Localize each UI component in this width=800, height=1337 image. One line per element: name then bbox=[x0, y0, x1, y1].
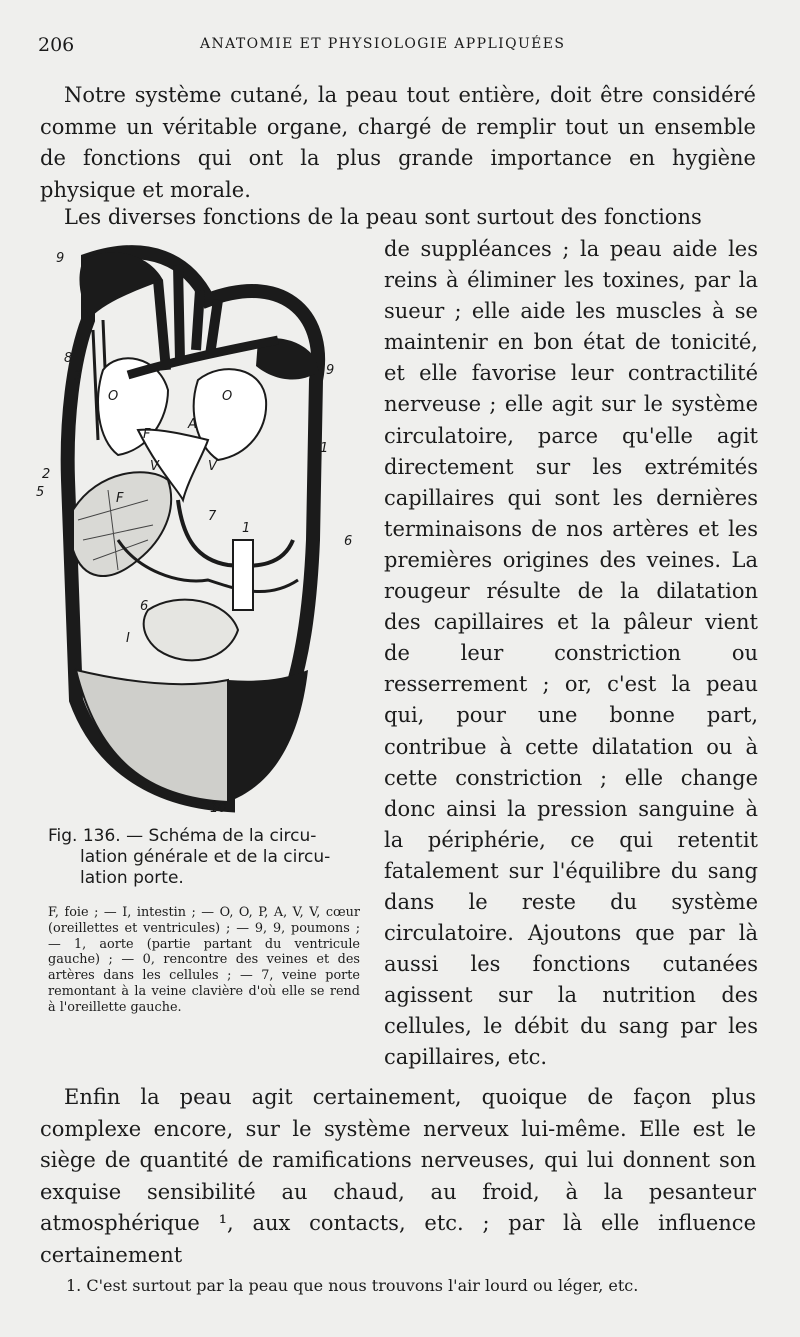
paragraph-2-first-line: Les diverses fonctions de la peau sont surtout des fonctions bbox=[64, 205, 702, 229]
label-two: 2 bbox=[42, 467, 51, 482]
aortic-arch bbox=[128, 340, 278, 375]
label-one-aorta: 1 bbox=[242, 521, 251, 536]
page-header bbox=[38, 34, 760, 58]
label-a: A bbox=[188, 417, 197, 432]
caption-line-3: lation porte. bbox=[80, 868, 184, 888]
circulation-diagram bbox=[28, 240, 368, 815]
label-eight: 8 bbox=[64, 351, 73, 366]
label-seven: 7 bbox=[208, 509, 217, 524]
label-o-right: O bbox=[222, 389, 233, 404]
label-v-left: V bbox=[150, 459, 159, 474]
figure-caption bbox=[48, 826, 360, 889]
label-o-left: O bbox=[108, 389, 119, 404]
caption-line-1: Fig. 136. — Schéma de la circu- bbox=[48, 826, 317, 846]
label-ten: 10 bbox=[210, 801, 227, 815]
label-six-low: 6 bbox=[140, 599, 149, 614]
aorta-segment bbox=[233, 540, 253, 610]
running-head: ANATOMIE ET PHYSIOLOGIE APPLIQUÉES bbox=[200, 36, 566, 52]
paragraph-1: Notre système cutané, la peau tout entière, doit être considéré comme un véritable organe, chargé de remplir tout un ensemble de fonctions qui ont la plus grande importance en hygiène physique et morale. bbox=[40, 83, 756, 202]
label-three: 3 bbox=[74, 369, 83, 384]
label-six-right: 6 bbox=[344, 534, 353, 549]
label-roman-one: I bbox=[126, 631, 130, 646]
circulation-figure bbox=[28, 240, 368, 815]
lung-left bbox=[79, 252, 163, 318]
label-nine-top: 9 bbox=[56, 251, 65, 266]
page-number: 206 bbox=[38, 34, 75, 56]
label-five: 5 bbox=[36, 485, 45, 500]
caption-line-2: lation générale et de la circu- bbox=[80, 847, 331, 867]
figure-legend: F, foie ; — I, intestin ; — O, O, P, A, V, V, cœur (oreillettes et ventricules) ; — 9, 9, poumons ; — 1, aorte (partie partant du ventricule gauche) ; — 0, rencontre des veines et des artères dans les cellules ; — 7, veine porte remontant à la veine clavière d'où elle se rend à l'oreillette gauche. bbox=[48, 905, 360, 1015]
label-nine-right: 9 bbox=[326, 363, 335, 378]
label-f-heart: F bbox=[143, 427, 151, 442]
paragraph-2-wrapped-text: de suppléances ; la peau aide les reins à éliminer les toxines, par la sueur ; elle aide les muscles à se maintenir en bon état de tonicité, et elle favorise leur contractilité nerveuse ; elle agit sur le système circulatoire, parce qu'elle agit directement sur les extrémités capillaires qui sont les dernières terminaisons de nos artères et les premières origines des veines. La rougeur résulte de la dilatation des capillaires et la pâleur vient de leur constriction ou resserrement ; or, c'est la peau qui, pour une bonne part, contribue à cette dilatation ou à cette constriction ; elle change donc ainsi la pression sanguine à la périphérie, ce qui retentit fatalement sur l'équilibre du sang dans le reste du système circulatoire. Ajoutons que par là aussi les fonctions cutanées agissent sur la nutrition des cellules, le débit du sang par les capillaires, etc. bbox=[384, 237, 758, 1070]
footnote: 1. C'est surtout par la peau que nous trouvons l'air lourd ou léger, etc. bbox=[66, 1276, 639, 1295]
label-v-right: V bbox=[208, 459, 217, 474]
paragraph-3: Enfin la peau agit certainement, quoique de façon plus complexe encore, sur le système nerveux lui-même. Elle est le siège de quantité de ramifications nerveuses, qui lui donnent son exquise sensibilité au chaud, au froid, à la pesanteur atmosphérique ¹, aux contacts, etc. ; par là elle influence certainement bbox=[40, 1085, 756, 1267]
capillary-dark bbox=[228, 670, 308, 802]
intestine bbox=[144, 600, 238, 661]
liver bbox=[73, 472, 171, 576]
label-one-right: 1 bbox=[320, 441, 329, 456]
label-f-liver: F bbox=[116, 491, 124, 506]
